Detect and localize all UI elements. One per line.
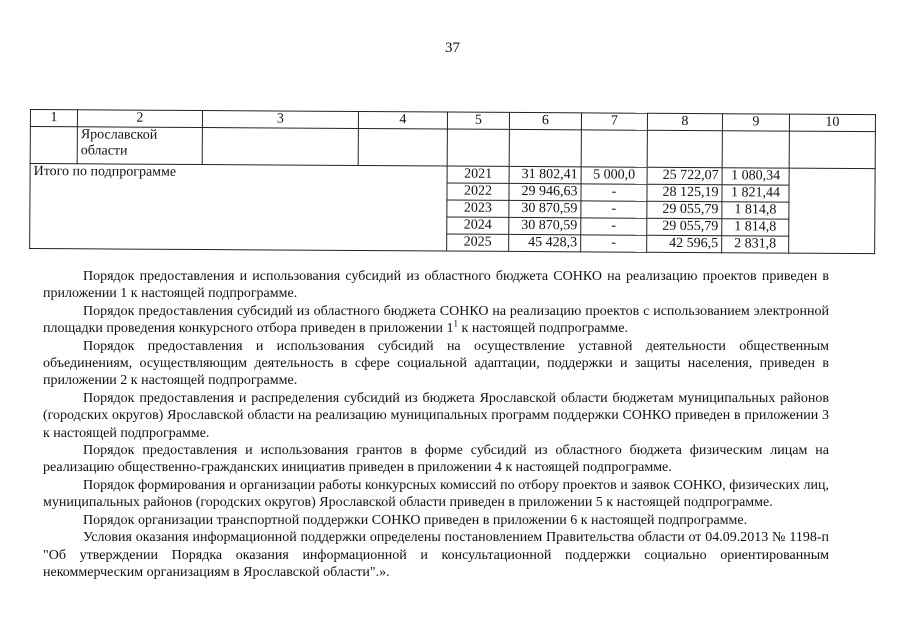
- superscript: 1: [453, 318, 459, 329]
- paragraph: Условия оказания информационной поддержки определены постановлением Правительства области от 04.09.2013 № 1198-п "Об утверждении Порядка оказания информационной и консультационной поддержки социально ориентированным некоммерческим организациям в Ярославской области".».: [43, 530, 829, 580]
- value-cell: 1 821,44: [722, 185, 789, 202]
- page-number: 37: [445, 40, 460, 56]
- header-cell: 4: [358, 112, 447, 130]
- value-cell: 28 125,19: [647, 184, 722, 201]
- header-cell: 5: [447, 112, 509, 129]
- paragraph: Порядок формирования и организации работы конкурсных комиссий по отбору проектов и заявок СОНКО, физических лиц, муниципальных районов (городских округов) Ярославской области приведен в приложении 5 к настоящей подпрограмме.: [43, 477, 829, 511]
- value-cell: 29 055,79: [647, 201, 722, 218]
- value-cell: 5 000,0: [581, 167, 647, 184]
- paragraph-text: Порядок предоставления субсидий из областного бюджета СОНКО на реализацию проектов с использованием электронной площадки проведения конкурсного отбора приведен в приложении 1: [43, 303, 829, 337]
- value-cell: 42 596,5: [647, 235, 722, 252]
- region-cell: Ярославской области: [77, 127, 202, 165]
- value-cell: -: [581, 201, 647, 218]
- value-cell: 1 814,8: [722, 202, 789, 219]
- header-cell: 9: [722, 114, 789, 131]
- value-cell: 31 802,41: [509, 166, 581, 183]
- value-cell: 2 831,8: [722, 236, 789, 253]
- value-cell: 29 946,63: [509, 183, 581, 200]
- paragraph: Порядок предоставления и использования субсидий на осуществление уставной деятельности общественным объединениям, осуществляющим деятельность в сфере социальной адаптации, поддержки и защиты населения, приведен в приложении 2 к настоящей подпрограмме.: [43, 338, 829, 389]
- header-cell: 8: [647, 113, 722, 130]
- header-cell: 6: [509, 112, 581, 129]
- table-row: [30, 127, 875, 169]
- year-cell: 2024: [447, 217, 509, 234]
- year-cell: 2021: [447, 166, 509, 183]
- header-cell: 2: [77, 110, 202, 128]
- body-text: [43, 268, 829, 581]
- value-cell: 1 814,8: [722, 219, 789, 236]
- year-cell: 2023: [447, 200, 509, 217]
- total-label: Итого по подпрограмме: [30, 164, 448, 252]
- value-cell: 25 722,07: [647, 167, 722, 184]
- header-cell: 10: [789, 114, 875, 132]
- value-cell: 1 080,34: [722, 168, 789, 185]
- paragraph: Порядок организации транспортной поддержки СОНКО приведен в приложении 6 к настоящей подпрограмме.: [83, 512, 748, 528]
- funding-table: [29, 109, 876, 254]
- header-cell: 7: [581, 113, 647, 130]
- paragraph: Порядок предоставления и использования субсидий из областного бюджета СОНКО на реализацию проектов приведен в приложении 1 к настоящей подпрограмме.: [43, 269, 829, 302]
- value-cell: 45 428,3: [509, 234, 581, 251]
- value-cell: -: [581, 235, 647, 252]
- value-cell: 29 055,79: [647, 218, 722, 235]
- paragraph: Порядок предоставления и распределения субсидий из бюджета Ярославской области бюджетам муниципальных районов (городских округов) Ярославской области на реализацию муниципальных программ поддержки СОНКО приведен в приложении 3 к настоящей подпрограмме.: [43, 390, 829, 441]
- paragraph-text: к настоящей подпрограмме.: [458, 321, 628, 337]
- value-cell: 30 870,59: [509, 217, 581, 234]
- value-cell: -: [581, 184, 647, 201]
- value-cell: 30 870,59: [509, 200, 581, 217]
- year-cell: 2022: [447, 183, 509, 200]
- header-cell: 1: [30, 110, 77, 127]
- year-cell: 2025: [447, 234, 509, 251]
- header-cell: 3: [202, 111, 358, 129]
- paragraph: Порядок предоставления и использования грантов в форме субсидий из областного бюджета физическим лицам на реализацию общественно-гражданских инициатив приведен в приложении 4 к настоящей подпрограмме.: [43, 443, 829, 476]
- value-cell: -: [581, 218, 647, 235]
- paragraph: [43, 303, 829, 338]
